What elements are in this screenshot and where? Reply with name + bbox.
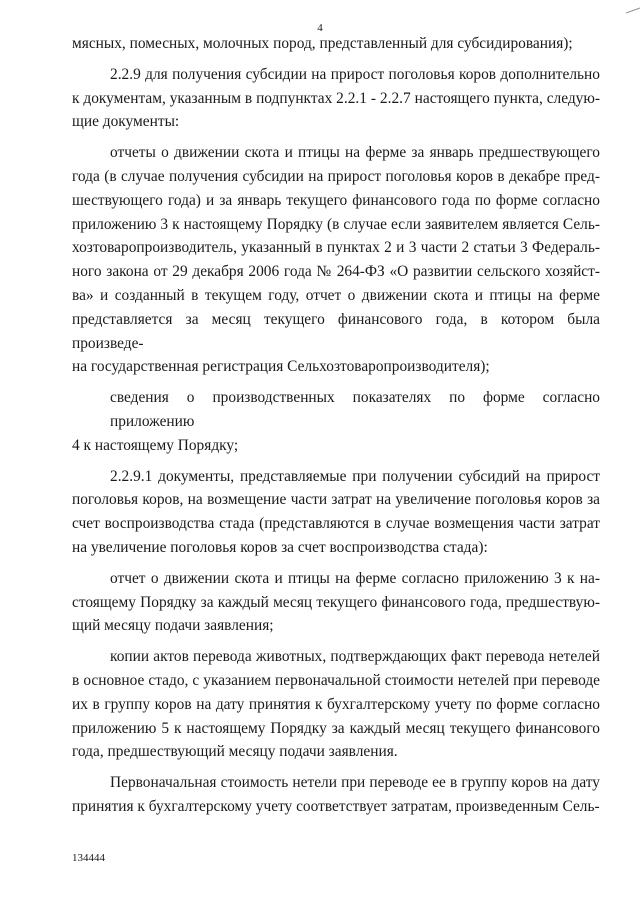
document-body xyxy=(72,32,600,819)
paragraph xyxy=(72,567,600,638)
text-line: отчет о движении скота и птицы на ферме согласно приложению 3 к на- xyxy=(110,569,600,587)
paragraph xyxy=(72,771,600,819)
text-line: принятия к бухгалтерскому учету соответствует затратам, произведенным Сель- xyxy=(72,797,600,815)
text-line: года, предшествующий месяцу подачи заявления. xyxy=(72,743,398,761)
text-line: года (в случае получения субсидии на прирост поголовья коров в декабре пред- xyxy=(72,167,600,185)
paragraph xyxy=(72,32,600,56)
text-line: приложению 5 к настоящему Порядку за каждый месяц текущего финансового xyxy=(72,719,600,737)
text-line: в основное стадо, с указанием первоначальной стоимости нетелей при переводе xyxy=(72,671,600,689)
text-line: их в группу коров на дату принятия к бухгалтерскому учету по форме согласно xyxy=(72,695,600,713)
text-line: к документам, указанным в подпунктах 2.2.1 - 2.2.7 настоящего пункта, следую- xyxy=(72,89,600,107)
text-line: 4 к настоящему Порядку; xyxy=(72,436,239,454)
text-line: щий месяцу подачи заявления; xyxy=(72,617,274,635)
text-line: поголовья коров, на возмещение части затрат на увеличение поголовья коров за xyxy=(72,491,600,509)
paragraph xyxy=(72,465,600,560)
text-line: шествующего года) и за январь текущего финансового года по форме согласно xyxy=(72,191,600,209)
text-line: на государственная регистрация Сельхозтоваропроизводителя); xyxy=(72,358,490,376)
text-line: счет воспроизводства стада (представляются в случае возмещения части затрат xyxy=(72,515,600,533)
text-line: на увеличение поголовья коров за счет воспроизводства стада): xyxy=(72,538,488,556)
text-line: ного закона от 29 декабря 2006 года № 264-ФЗ «О развитии сельского хозяйст- xyxy=(72,263,600,281)
text-line: приложению 3 к настоящему Порядку (в случае если заявителем является Сель- xyxy=(72,215,600,233)
text-line: 2.2.9.1 документы, представляемые при получении субсидий на прирост xyxy=(110,467,600,485)
text-line: стоящему Порядку за каждый месяц текущего финансового года, предшествую- xyxy=(72,593,600,611)
text-line: представляется за месяц текущего финансового года, в котором была произведе- xyxy=(72,310,600,352)
paragraph xyxy=(72,645,600,764)
text-line: отчеты о движении скота и птицы на ферме за январь предшествующего xyxy=(110,144,600,162)
text-line: сведения о производственных показателях по форме согласно приложению xyxy=(110,389,600,430)
text-line: 2.2.9 для получения субсидии на прирост поголовья коров дополнительно xyxy=(110,65,600,83)
paragraph xyxy=(72,63,600,134)
text-line: мясных, помесных, молочных пород, представленный для субсидирования); xyxy=(72,35,573,52)
text-line: ва» и созданный в текущем году, отчет о движении скота и птицы на ферме xyxy=(72,286,600,304)
scan-corner-mark xyxy=(626,0,640,14)
text-line: хозтоваропроизводитель, указанный в пунктах 2 и 3 части 2 статьи 3 Федераль- xyxy=(72,239,600,257)
paragraph xyxy=(72,386,600,457)
document-code: 134444 xyxy=(72,852,105,864)
text-line: Первоначальная стоимость нетели при переводе ее в группу коров на дату xyxy=(110,774,600,792)
page-number: 4 xyxy=(317,22,323,34)
paragraph xyxy=(72,141,600,379)
text-line: копии актов перевода животных, подтверждающих факт перевода нетелей xyxy=(110,648,600,666)
text-line: щие документы: xyxy=(72,113,180,131)
